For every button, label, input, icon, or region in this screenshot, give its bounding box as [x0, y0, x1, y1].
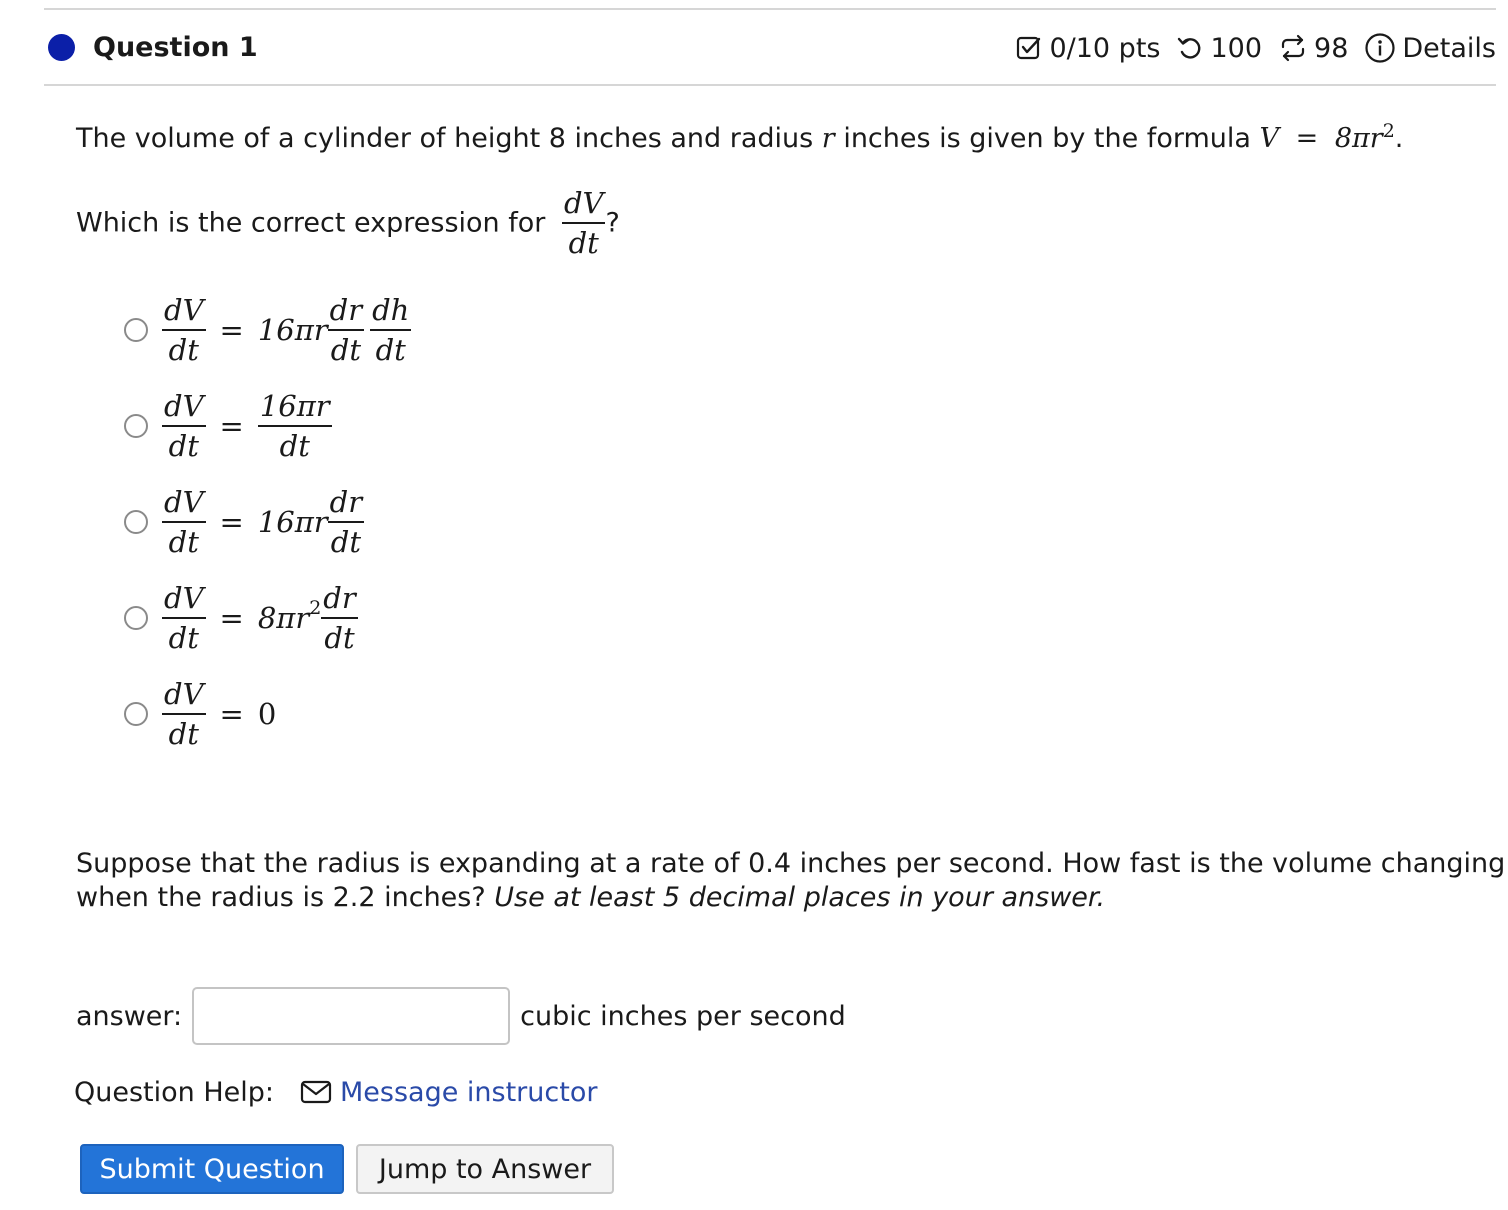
attempts-indicator: [1176, 33, 1262, 64]
question-prompt: Which is the correct expression for $\frac{dV}{dt}$ ?: [76, 186, 620, 260]
question-help-label: Question Help:: [74, 1076, 274, 1108]
checkbox-icon: [1015, 34, 1043, 62]
part2-line1: Suppose that the radius is expanding at a rate of 0.4 inches per second. How fast is the volume changing: [76, 848, 1506, 879]
attempts-text: 100: [1210, 32, 1263, 64]
question-meta: [1015, 32, 1496, 64]
radio-button[interactable]: [124, 510, 148, 534]
choice-option-4[interactable]: $\frac{dV}{dt}$ = 8πr $^2$ $\frac{dr}{dt}$: [124, 570, 411, 666]
radio-button[interactable]: [124, 414, 148, 438]
points-indicator: [1015, 33, 1160, 64]
retries-text: 98: [1314, 32, 1349, 64]
formula-exponent: 2: [1382, 120, 1395, 142]
question-header: [44, 20, 1496, 80]
submit-question-button[interactable]: Submit Question: [80, 1144, 344, 1194]
part2-line2: when the radius is 2.2 inches? Use at least 5 decimal places in your answer.: [76, 882, 1106, 913]
answer-row: [76, 986, 846, 1046]
envelope-icon: [300, 1079, 332, 1105]
question-help: [74, 1072, 597, 1112]
choice-option-1[interactable]: $\frac{dV}{dt}$ = 16πr $\frac{dr}{dt}$ $\frac{dh}{dt}$: [124, 282, 411, 378]
retry-icon: [1278, 34, 1308, 62]
decimal-instruction: Use at least 5 decimal places in your answer.: [494, 882, 1106, 913]
header-divider: [44, 84, 1496, 86]
choice-option-3[interactable]: $\frac{dV}{dt}$ = 16πr $\frac{dr}{dt}$: [124, 474, 411, 570]
choice-list: [124, 282, 411, 762]
top-divider: [44, 8, 1496, 10]
answer-input[interactable]: [192, 987, 510, 1045]
question-title: Question 1: [93, 32, 258, 63]
answer-label: answer:: [76, 1000, 183, 1032]
undo-icon: [1176, 34, 1204, 62]
question-status-dot: [48, 34, 75, 61]
details-label: Details: [1402, 32, 1496, 64]
message-instructor-text: Message instructor: [340, 1076, 598, 1108]
message-instructor-link[interactable]: [300, 1077, 597, 1108]
info-icon: [1364, 32, 1396, 64]
formula-rhs: 8πr: [1334, 123, 1383, 154]
question-intro: The volume of a cylinder of height 8 inches and radius r inches is given by the formula $V = 8\pi r^2$.: [76, 120, 1404, 154]
retries-indicator: [1278, 33, 1348, 64]
prompt-fraction: $\frac{dV}{dt}$: [563, 186, 604, 260]
details-button[interactable]: [1364, 32, 1496, 64]
jump-to-answer-button[interactable]: Jump to Answer: [356, 1144, 614, 1194]
radio-button[interactable]: [124, 606, 148, 630]
points-text: 0/10 pts: [1049, 32, 1161, 64]
answer-unit: cubic inches per second: [520, 1000, 846, 1032]
choice-option-5[interactable]: $\frac{dV}{dt}$ = 0: [124, 666, 411, 762]
radio-button[interactable]: [124, 318, 148, 342]
choice-option-2[interactable]: $\frac{dV}{dt}$ = $\frac{16\pi r}{dt}$: [124, 378, 411, 474]
formula-variable: V: [1259, 123, 1280, 154]
radio-button[interactable]: [124, 702, 148, 726]
